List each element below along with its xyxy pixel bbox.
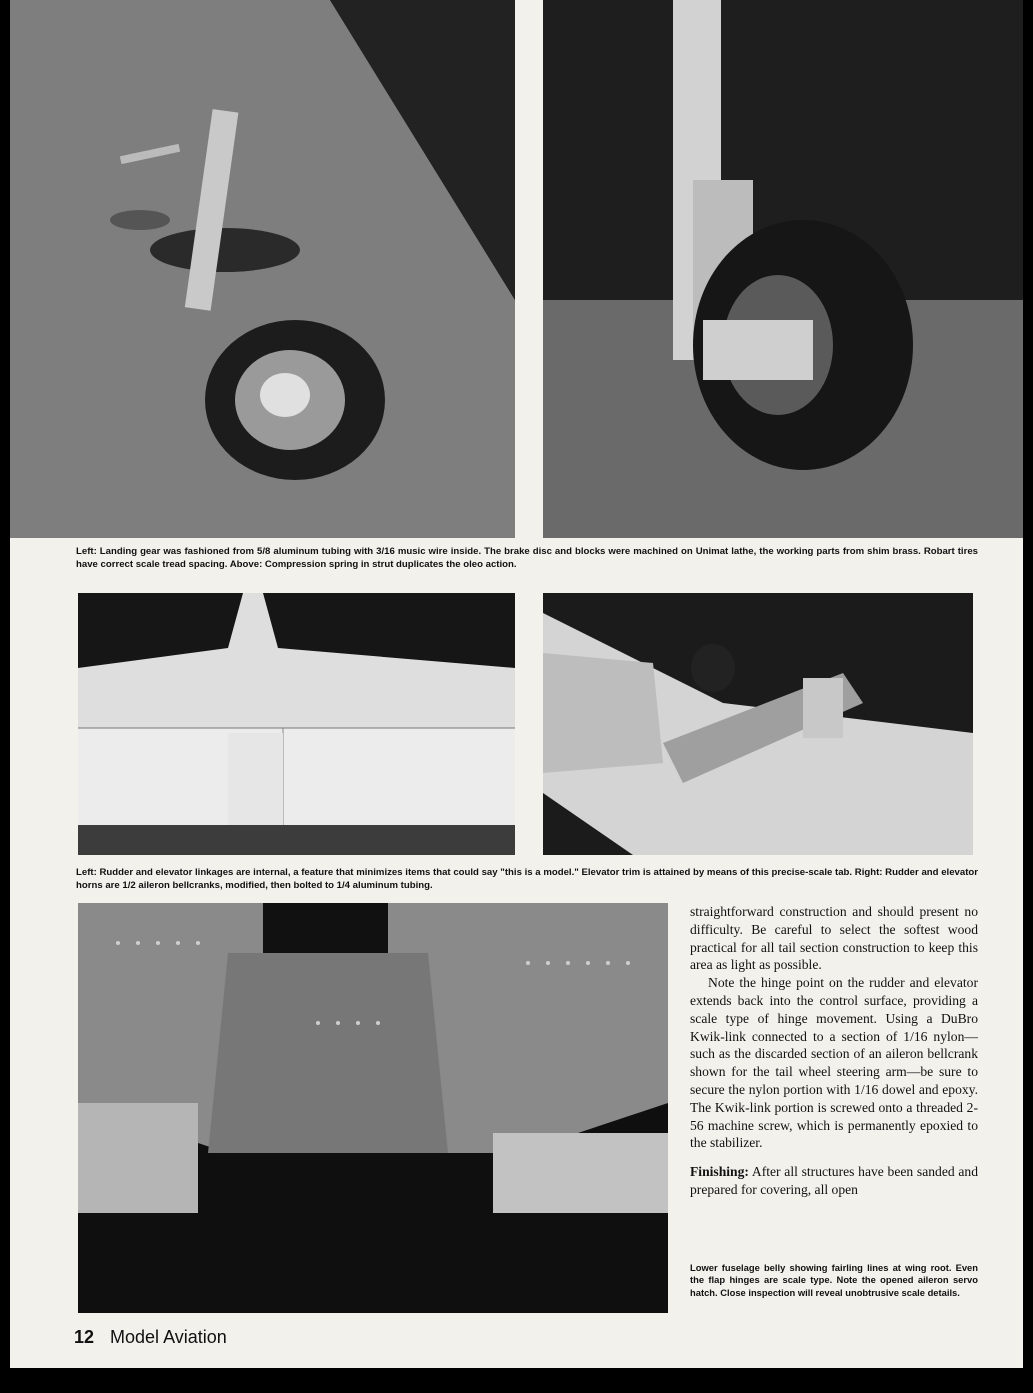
photo-tail-underside	[78, 593, 515, 855]
finishing-heading: Finishing:	[690, 1164, 749, 1180]
body-paragraph-2: Note the hinge point on the rudder and elevator extends back into the control surface, providing a scale type of hinge movement. Using a DuBro Kwik-link connected to a section of 1/16 nylon—such as the discarded section of an aileron bellcrank shown for the tail wheel steering arm—be sure to secure the nylon portion with 1/16 dowel and epoxy. The Kwik-link portion is screwed onto a threaded 2-56 machine screw, which is permanently epoxied to the stabilizer.	[690, 975, 978, 1151]
magazine-title: Model Aviation	[110, 1327, 227, 1347]
photo-control-horns	[543, 593, 973, 855]
caption-fuselage-belly: Lower fuselage belly showing fairling lines at wing root. Even the flap hinges are scale type. Note the opened aileron servo hatch. Close inspection will reveal unobtrusive scale details.	[690, 1262, 978, 1298]
body-paragraph-finishing	[690, 1163, 978, 1199]
caption-tail-linkages: Left: Rudder and elevator linkages are internal, a feature that minimizes items that could say "this is a model." Elevator trim is attained by means of this precise-scale tab. Right: Rudder and elevator horns are 1/2 aileron bellcranks, modified, then bolted to 1/4 aluminum tubing.	[76, 867, 978, 891]
body-paragraph-1: straightforward construction and should present no difficulty. Be careful to select the softest wood practical for all tail section construction to keep this area as light as possible.	[690, 904, 978, 973]
finishing-text: After all structures have been sanded and prepared for covering, all open	[690, 1164, 978, 1197]
photo-landing-gear-wing	[10, 0, 515, 538]
page-footer	[74, 1327, 227, 1348]
photo-fuselage-belly	[78, 903, 668, 1313]
caption-landing-gear: Left: Landing gear was fashioned from 5/8 aluminum tubing with 3/16 music wire inside. The brake disc and blocks were machined on Unimat lathe, the working parts from shim brass. Robart tires have correct scale tread spacing. Above: Compression spring in strut duplicates the oleo action.	[76, 546, 978, 570]
article-body	[690, 903, 978, 1199]
page-number: 12	[74, 1327, 95, 1347]
photo-compression-strut	[543, 0, 1023, 538]
